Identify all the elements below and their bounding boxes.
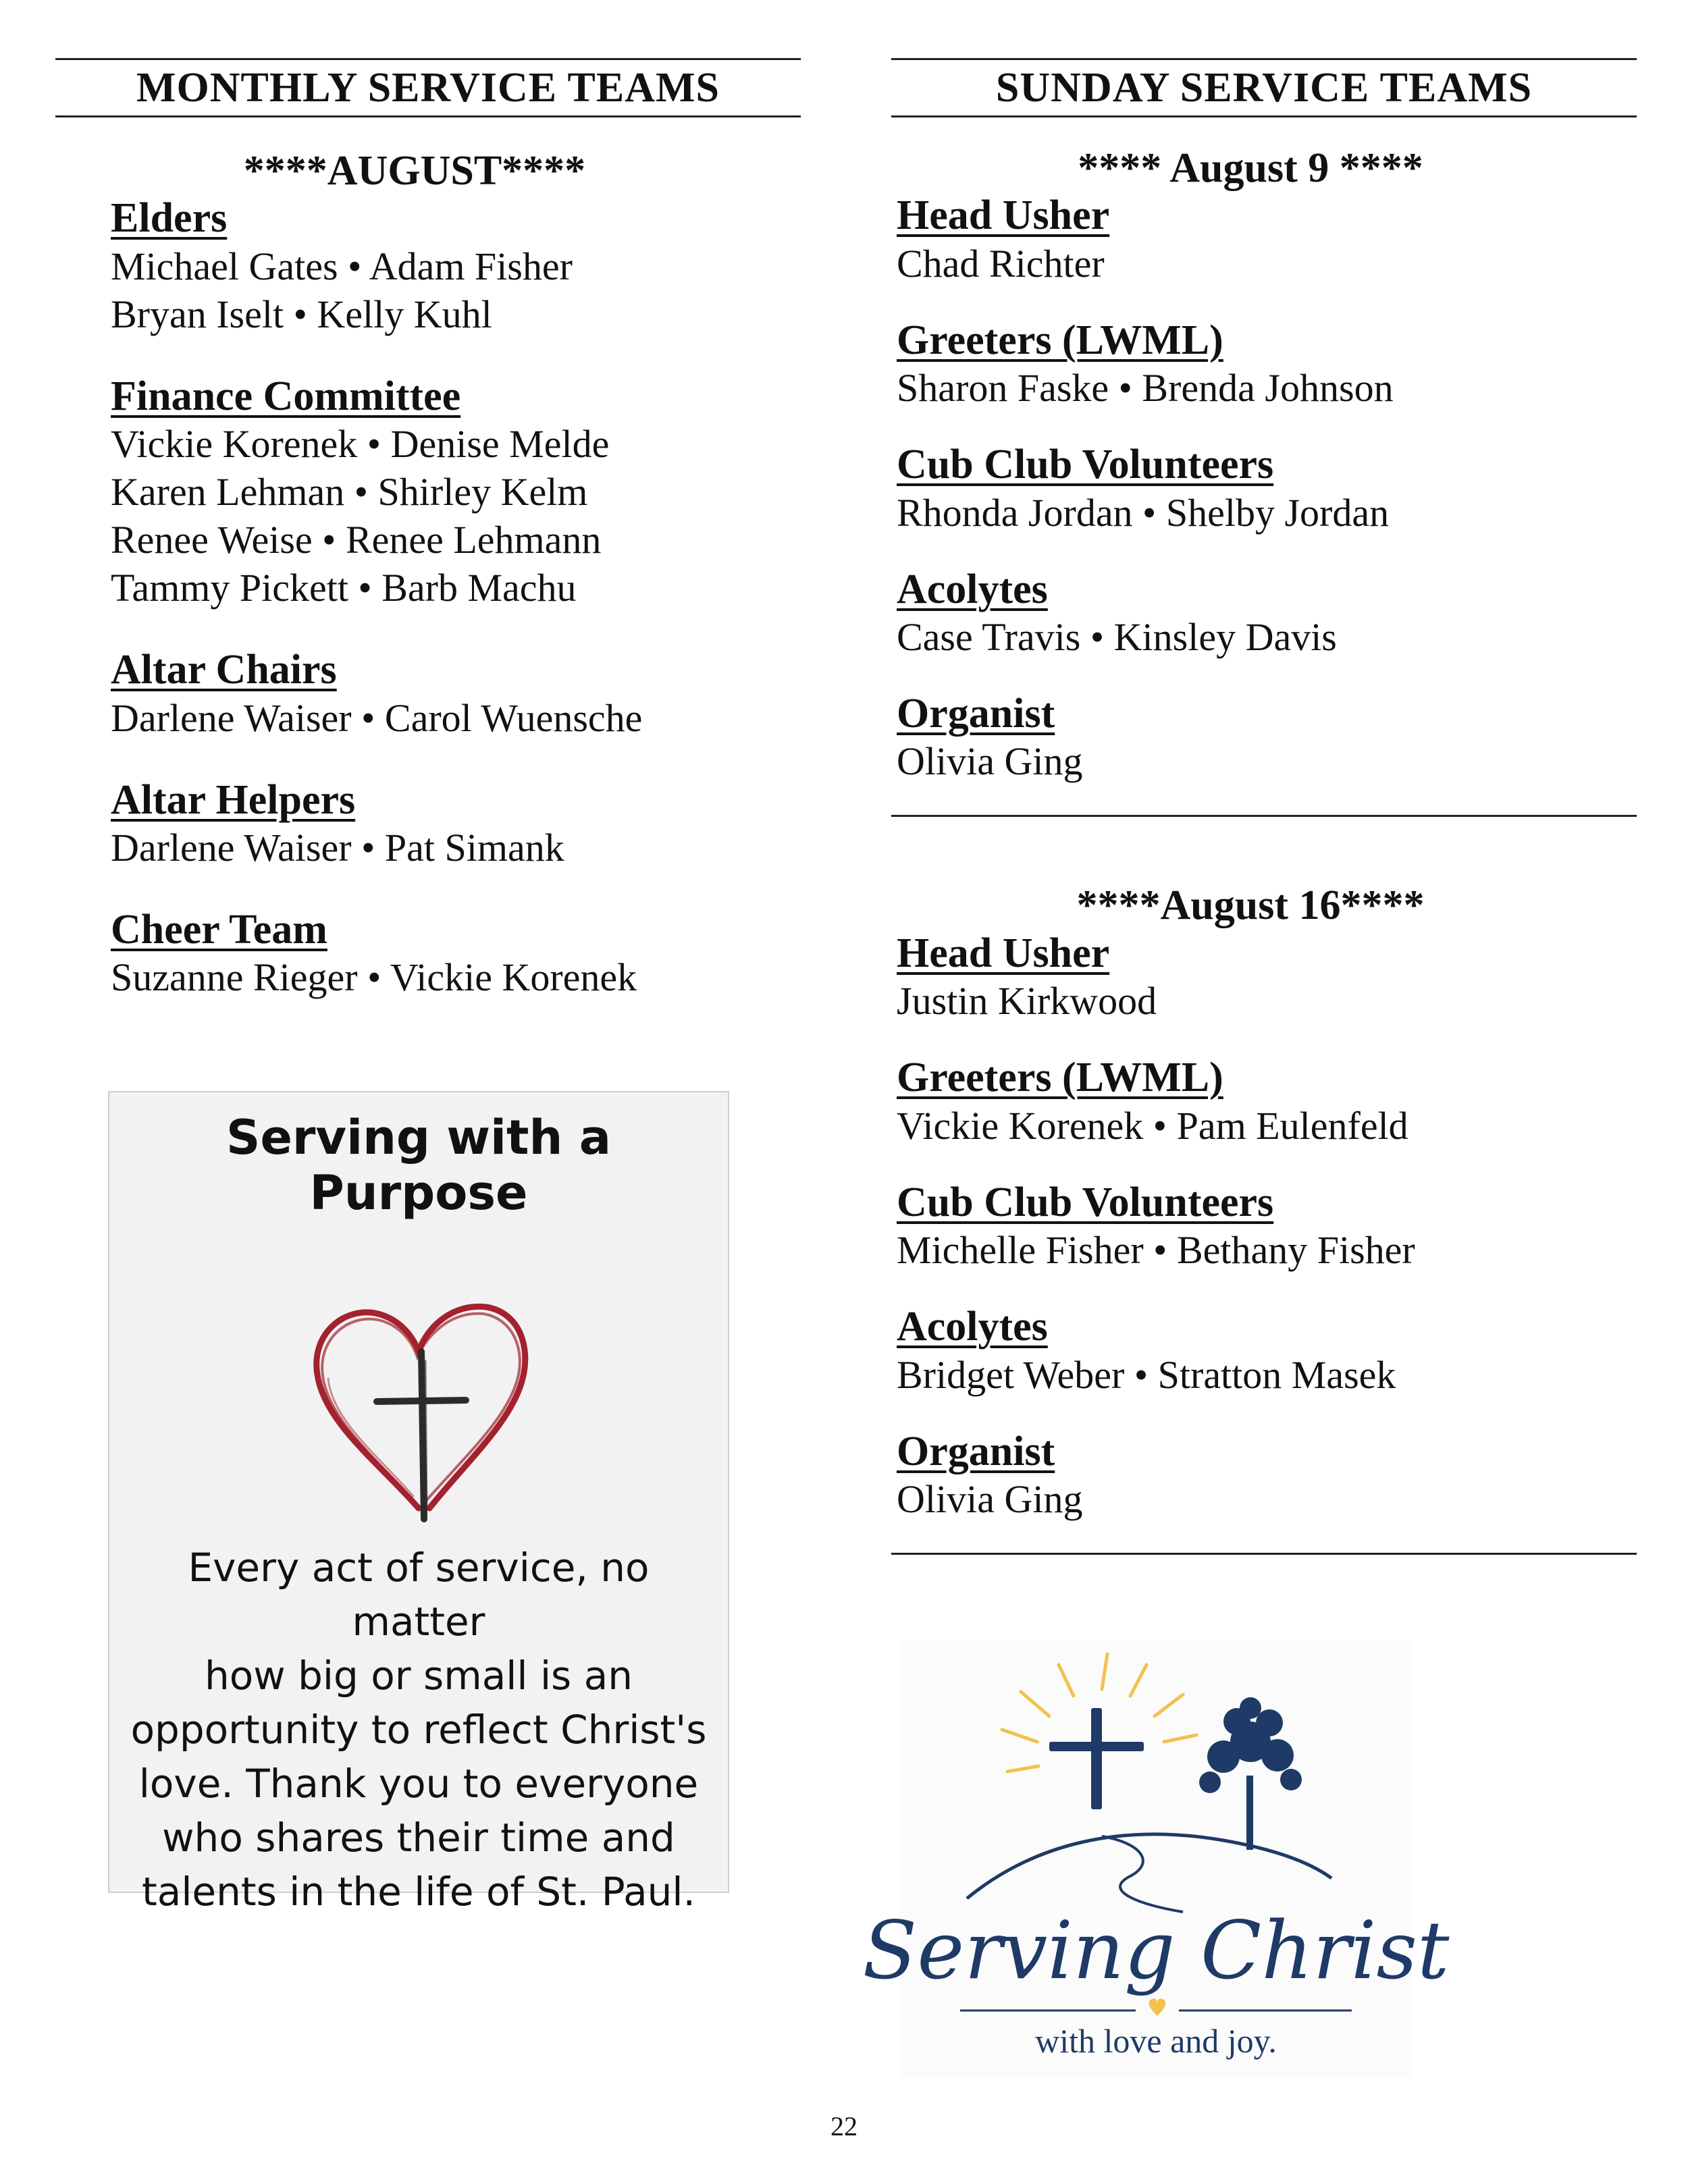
purpose-text-line: opportunity to reflect Christ's — [130, 1707, 707, 1753]
service-group — [897, 317, 1637, 412]
service-group — [111, 373, 801, 612]
service-group — [111, 907, 801, 1001]
role-title: Altar Chairs — [111, 647, 337, 693]
logo-tagline: with love and joy. — [1035, 2022, 1277, 2060]
role-title: Greeters (LWML) — [897, 1055, 1223, 1101]
purpose-text-line: Every act of service, no matter — [188, 1545, 650, 1645]
sunday-dates — [891, 144, 1637, 1555]
section-divider — [891, 1553, 1637, 1555]
service-group — [111, 647, 801, 741]
service-group — [897, 442, 1637, 536]
role-title: Head Usher — [897, 192, 1110, 239]
volunteer-names: Tammy Pickett • Barb Machu — [111, 566, 577, 610]
service-group — [897, 1429, 1637, 1523]
volunteer-names: Renee Weise • Renee Lehmann — [111, 518, 602, 562]
heart-icon — [1149, 1998, 1166, 2016]
sunday-date-section — [891, 144, 1637, 817]
purpose-text-line: how big or small is an — [204, 1653, 633, 1699]
role-title: Greeters (LWML) — [897, 317, 1223, 363]
volunteer-names: Case Travis • Kinsley Davis — [897, 615, 1337, 660]
role-title: Cheer Team — [111, 907, 327, 953]
volunteer-names: Suzanne Rieger • Vickie Korenek — [111, 955, 637, 1000]
month-title: ****AUGUST**** — [243, 148, 586, 194]
role-title: Organist — [897, 1428, 1055, 1474]
purpose-text-line: talents in the life of St. Paul. — [142, 1869, 695, 1915]
heart-cross-icon — [297, 1294, 540, 1523]
volunteer-names: Michael Gates • Adam Fisher — [111, 244, 573, 288]
volunteer-names: Karen Lehman • Shirley Kelm — [111, 470, 588, 514]
service-group — [897, 192, 1637, 287]
monthly-groups — [55, 195, 801, 1001]
role-title: Finance Committee — [111, 373, 461, 419]
service-group — [897, 691, 1637, 785]
volunteer-names: Vickie Korenek • Pam Eulenfeld — [897, 1103, 1408, 1148]
volunteer-names: Bridget Weber • Stratton Masek — [897, 1352, 1396, 1397]
volunteer-names: Justin Kirkwood — [897, 979, 1157, 1023]
volunteer-names: Michelle Fisher • Bethany Fisher — [897, 1228, 1415, 1273]
service-group — [897, 1304, 1637, 1398]
service-group — [897, 1179, 1637, 1274]
monthly-service-column — [55, 58, 801, 1036]
service-group — [111, 777, 801, 872]
service-group — [897, 930, 1637, 1025]
role-title: Acolytes — [897, 1304, 1048, 1350]
volunteer-names: Darlene Waiser • Carol Wuensche — [111, 695, 643, 740]
page-number: 22 — [830, 2111, 858, 2141]
purpose-text — [128, 1541, 709, 1919]
role-title: Acolytes — [897, 566, 1048, 612]
role-title: Elders — [111, 195, 228, 242]
volunteer-names: Rhonda Jordan • Shelby Jordan — [897, 490, 1390, 535]
cross-tree-hill-logo — [862, 1641, 1450, 2078]
sunday-header: SUNDAY SERVICE TEAMS — [891, 58, 1637, 117]
volunteer-names: Vickie Korenek • Denise Melde — [111, 422, 610, 467]
volunteer-names: Olivia Ging — [897, 739, 1083, 784]
service-group — [111, 195, 801, 338]
serving-christ-logo — [862, 1641, 1450, 2078]
volunteer-names: Chad Richter — [897, 241, 1105, 286]
role-title: Cub Club Volunteers — [897, 442, 1274, 488]
date-title: **** August 9 **** — [1078, 145, 1423, 191]
logo-script-text: Serving Christ — [862, 1904, 1450, 1997]
sunday-date-section — [891, 882, 1637, 1554]
volunteer-names: Olivia Ging — [897, 1476, 1083, 1521]
purpose-title: Serving with a Purpose — [226, 1110, 611, 1221]
sunday-service-column — [891, 58, 1637, 1555]
service-group — [897, 566, 1637, 661]
purpose-text-line: who shares their time and — [162, 1815, 675, 1861]
date-title: ****August 16**** — [1076, 882, 1425, 929]
volunteer-names: Bryan Iselt • Kelly Kuhl — [111, 292, 492, 336]
monthly-header: MONTHLY SERVICE TEAMS — [55, 58, 801, 117]
role-title: Altar Helpers — [111, 776, 356, 823]
role-title: Organist — [897, 691, 1055, 737]
volunteer-names: Darlene Waiser • Pat Simank — [111, 826, 564, 870]
role-title: Cub Club Volunteers — [897, 1179, 1274, 1225]
service-group — [897, 1055, 1637, 1149]
volunteer-names: Sharon Faske • Brenda Johnson — [897, 366, 1394, 410]
role-title: Head Usher — [897, 930, 1110, 976]
serving-purpose-box — [108, 1091, 729, 1915]
section-divider — [891, 815, 1637, 817]
purpose-text-line: love. Thank you to everyone — [138, 1761, 699, 1807]
